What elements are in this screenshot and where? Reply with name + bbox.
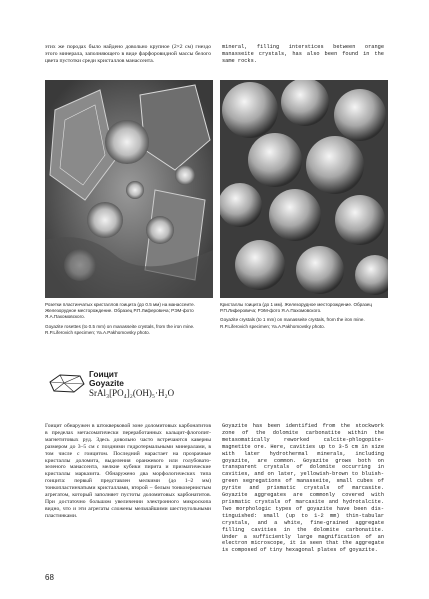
page-number: 68 — [45, 573, 54, 582]
mineral-name-ru: Гоицит — [89, 369, 118, 379]
mineral-formula: SrAl₃[PO₄]₂(OH)₅·H₂O — [89, 388, 175, 398]
goyazite-rosettes-photo — [45, 80, 213, 298]
photo-2-caption-en: Goyazite crystals (to 1 mm) on manasseite crystals, from the iron mine. R.P.Liferovich specimen; Ya.A.Pakhomovsky photo. — [220, 317, 365, 329]
goyazite-crystals-photo — [220, 80, 388, 298]
top-text-ru: этих же породах было найдено довольно крупное (2×2 см) гнездо этого минерала, заполняющего в виде фарфоровидной массы белого цвета пустотки среди кристаллов манассеита. — [45, 44, 211, 64]
photo-2-caption-ru: Кристаллы гоицита (до 1 мм). Железорудное месторождение. Образец Р.П.Лиферовича; РЭМ-фото Я.А.Пахомовского. — [220, 302, 372, 314]
crystal-icon — [46, 370, 86, 398]
body-text-ru: Гоицит обнаружен в штокверковой зоне доломитовых карбонатитов в пределах метасоматически переработанных кальцит-флогопит-магнетитовых руд. Здесь довольно часто встречаются каверны размером до 3–5 см с поздними гидротермальными минералами, в том числе с гоицитом. Последний нарастает на прозрачные кристаллы доломита, выделения оранжевого или голубовато-зеленого манассеита, мелкие кубики пирита и призматические кристаллы марказита. Обнаружено два морфологических типа гоицита: первый представлен мелкими (до 1–2 мм) тонкопластинчатыми кристаллами, второй – белым тонкозернистым агрегатом, который заполняет пустоты доломитовых карбонатитов. При достаточно большом увеличении электронного микроскопа видно, что и эти агрегаты сложены мельчайшими шестиугольными пластинками. — [45, 423, 211, 519]
top-text-en: mineral, filling interstices between orange manasseite crystals, has also been found in the same rocks. — [222, 44, 384, 64]
body-text-en: Goyazite has been identified from the stockwork zone of the dolomite carbonatite within the metasomatically reworked calcite-phlogopite-magnetite ore. Here, cavities up to 3-5 cm in size with later hydrothermal minerals, including goyazite, are common. Goyazite grows both on transparent crystals of dolomite occurring in cavities, and on later, yellowish-brown to bluish-green segregations of manasseite, small cubes of pyrite and prismatic crystals of marcasite. Goyazite aggregates are commonly covered with prismatic crystals of marcasite and hydrotalcite. Two morphologic types of goyazite have been distinguished: small (up to 1-2 mm) thin-tabular crystals, and a white, fine-grained aggregate filling cavities in the dolomite carbonatite. Under a sufficiently large magnification of an electron microscope, it is seen that the aggregate is composed of tiny hexagonal plates of goyazite. — [222, 423, 384, 554]
photo-2-caption — [220, 302, 386, 330]
photo-1-caption-en: Goyazite rosettes (to 0.5 mm) on manasseite crystals, from the iron mine. R.P.Liferovich specimen; Ya.A.Pakhomovsky photo. — [45, 323, 195, 335]
mineral-name-en: Goyazite — [89, 378, 124, 388]
photo-1-caption — [45, 302, 213, 336]
photo-1-caption-ru: Розетки пластинчатых кристаллов гоицита (до 0.5 мм) на манассеите. Железорудное месторождение. Образец Р.П.Лиферовича; РЭМ-фото Я.А.Пахомовского. — [45, 302, 195, 320]
